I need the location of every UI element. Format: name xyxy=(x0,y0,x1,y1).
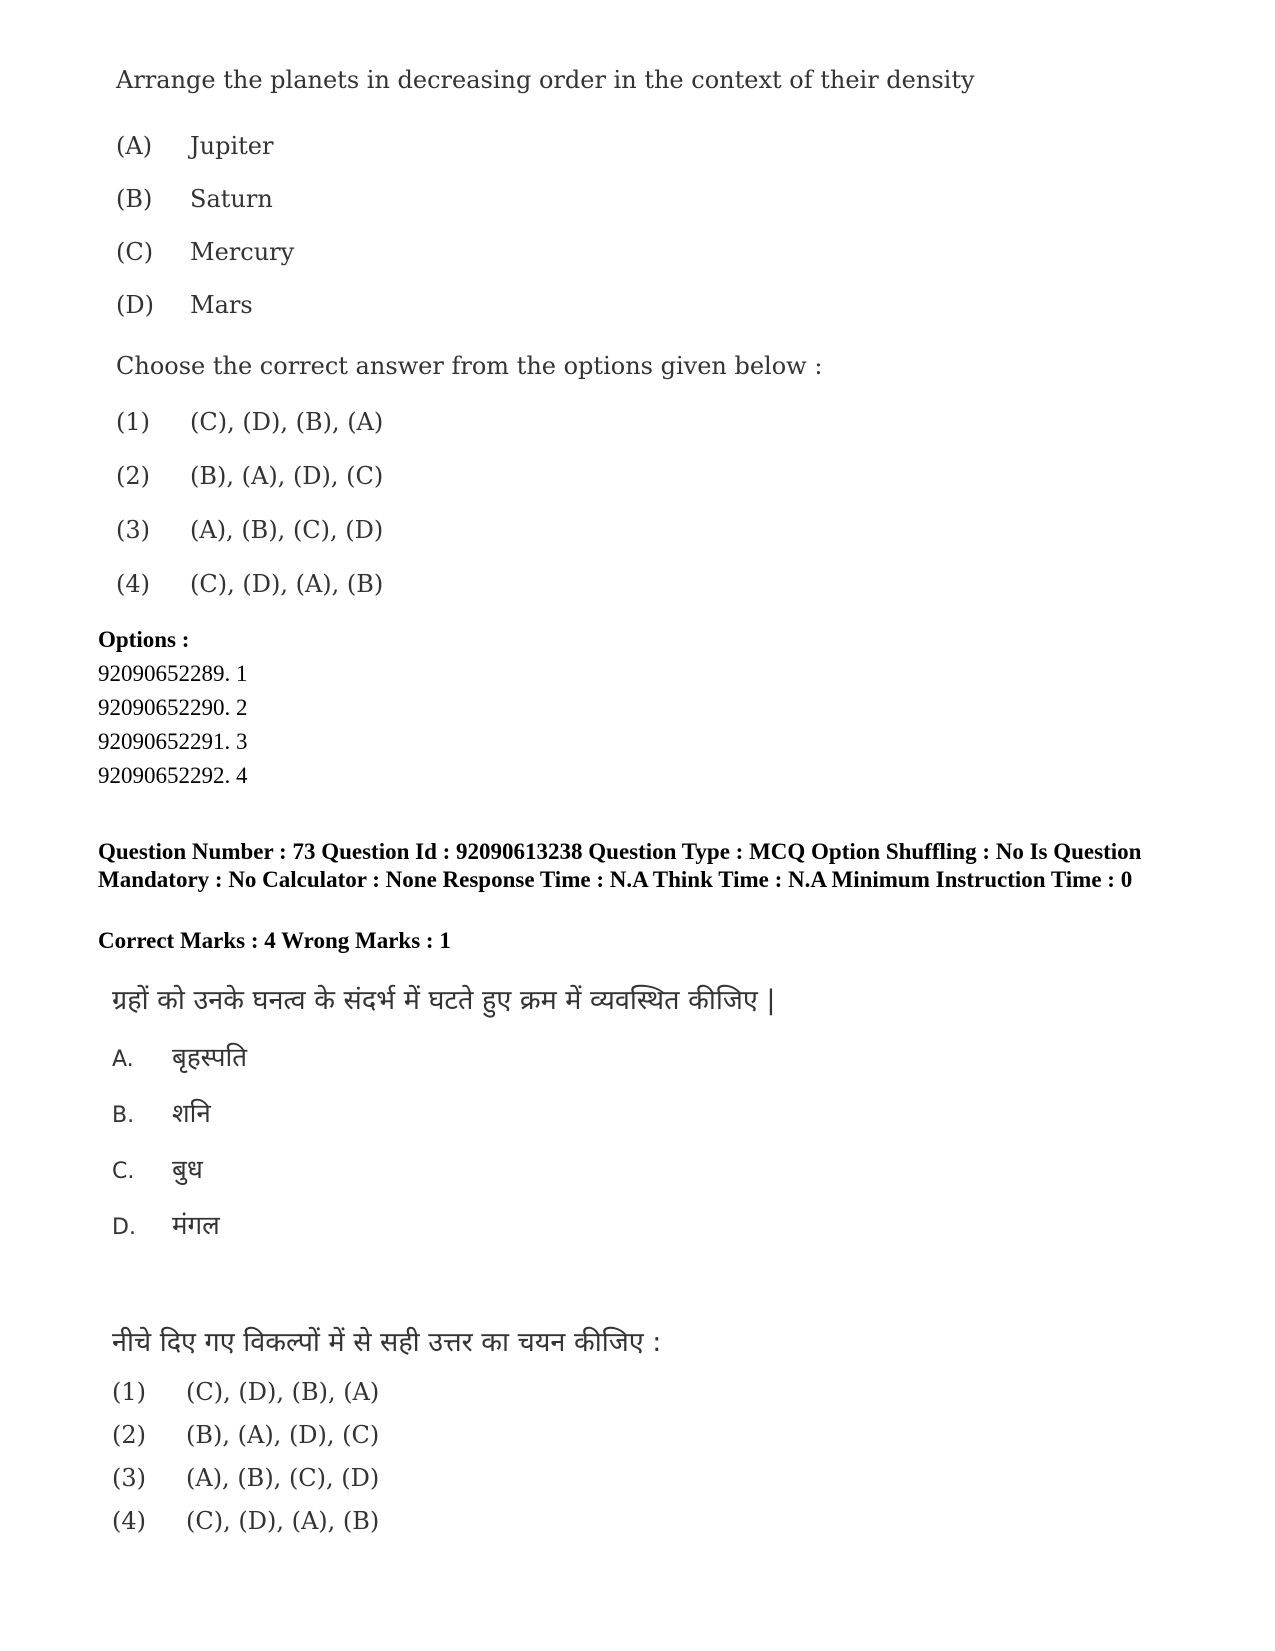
hindi-answer-3 xyxy=(112,1464,379,1492)
english-item-b xyxy=(116,185,273,213)
item-text: Mars xyxy=(190,291,253,319)
option-id-3: 92090652291. 3 xyxy=(98,729,248,754)
question-info: Question Number : 73 Question Id : 92090613238 Question Type : MCQ Option Shuffling : No Is Question Mandatory : No Calculator : None Response Time : N.A Think Time : N.A Minimum Instruction Time : 0 xyxy=(98,839,1142,892)
item-text: Jupiter xyxy=(190,132,274,160)
item-label: B. xyxy=(112,1103,135,1128)
answer-label: (4) xyxy=(112,1507,146,1535)
hindi-item-d xyxy=(112,1206,220,1242)
answer-text: (A), (B), (C), (D) xyxy=(190,516,384,544)
answer-label: (3) xyxy=(112,1464,146,1492)
item-label: (B) xyxy=(116,185,153,213)
english-item-c xyxy=(116,238,294,266)
item-label: (A) xyxy=(116,132,153,160)
item-label: C. xyxy=(112,1159,135,1184)
english-item-a xyxy=(116,132,273,160)
choose-instruction-hindi: नीचे दिए गए विकल्पों में से सही उत्तर का चयन कीजिए : xyxy=(112,1327,662,1358)
hindi-item-b xyxy=(112,1094,211,1130)
question-stem-english: Arrange the planets in decreasing order in the context of their density xyxy=(116,66,975,94)
answer-label: (4) xyxy=(116,570,150,598)
english-answer-4 xyxy=(116,570,383,598)
hindi-answer-4 xyxy=(112,1507,379,1535)
marks-info: Correct Marks : 4 Wrong Marks : 1 xyxy=(98,928,451,953)
item-text: बुध xyxy=(172,1155,203,1185)
english-answer-2 xyxy=(116,462,383,490)
hindi-item-a xyxy=(112,1038,247,1074)
item-label: A. xyxy=(112,1047,134,1072)
answer-label: (3) xyxy=(116,516,150,544)
english-item-d xyxy=(116,291,253,319)
answer-text: (B), (A), (D), (C) xyxy=(186,1421,380,1449)
option-id-1: 92090652289. 1 xyxy=(98,661,248,686)
answer-label: (2) xyxy=(112,1421,146,1449)
hindi-item-c xyxy=(112,1150,203,1186)
answer-text: (C), (D), (B), (A) xyxy=(190,408,384,436)
item-text: बृहस्पति xyxy=(172,1043,248,1073)
answer-label: (2) xyxy=(116,462,150,490)
option-id-2: 92090652290. 2 xyxy=(98,695,248,720)
hindi-answer-2 xyxy=(112,1421,379,1449)
english-answer-1 xyxy=(116,408,383,436)
answer-text: (C), (D), (B), (A) xyxy=(186,1378,380,1406)
item-text: Mercury xyxy=(190,238,295,266)
item-label: (C) xyxy=(116,238,154,266)
item-text: शनि xyxy=(172,1099,211,1129)
choose-instruction-english: Choose the correct answer from the options given below : xyxy=(116,352,823,380)
answer-text: (C), (D), (A), (B) xyxy=(190,570,384,598)
option-id-4: 92090652292. 4 xyxy=(98,763,248,788)
answer-label: (1) xyxy=(116,408,150,436)
answer-label: (1) xyxy=(112,1378,146,1406)
answer-text: (B), (A), (D), (C) xyxy=(190,462,384,490)
english-answer-3 xyxy=(116,516,383,544)
answer-text: (A), (B), (C), (D) xyxy=(186,1464,380,1492)
item-text: Saturn xyxy=(190,185,273,213)
options-heading: Options : xyxy=(98,627,190,652)
item-label: (D) xyxy=(116,291,154,319)
item-text: मंगल xyxy=(172,1211,220,1241)
hindi-answer-1 xyxy=(112,1378,379,1406)
item-label: D. xyxy=(112,1215,136,1240)
answer-text: (C), (D), (A), (B) xyxy=(186,1507,380,1535)
question-stem-hindi: ग्रहों को उनके घनत्व के संदर्भ में घटते हुए क्रम में व्यवस्थित कीजिए | xyxy=(112,985,776,1016)
